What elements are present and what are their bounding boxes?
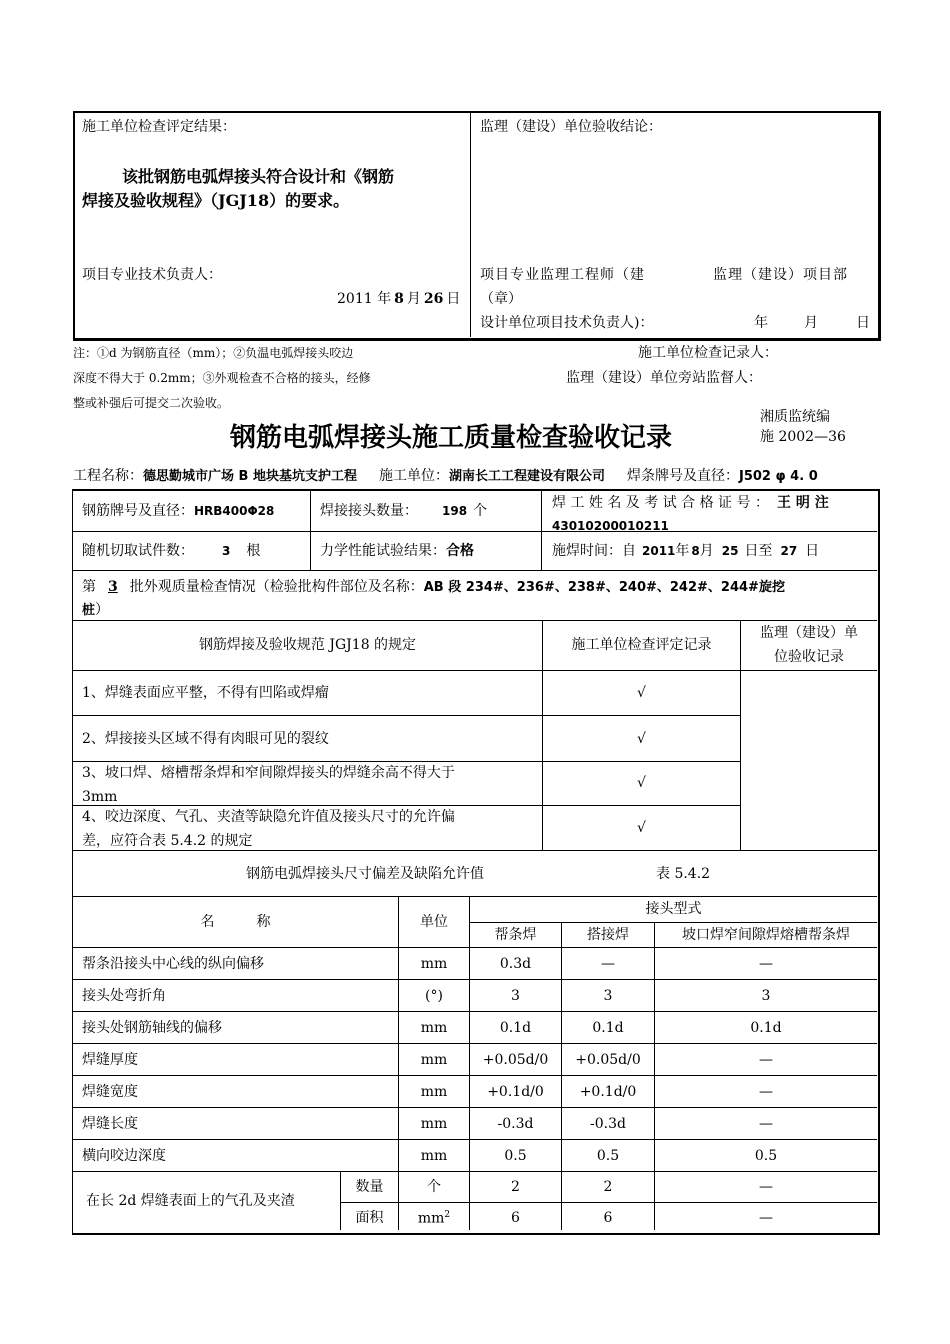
tol-row-6-lap: -0.3d <box>590 1116 626 1132</box>
date-month-unit: 月 <box>406 291 421 307</box>
weld-time-d2: 27 <box>780 544 798 558</box>
batch-text: 批外观质量检查情况（检验批构件部位及名称： <box>129 579 424 595</box>
tol-row-6-groove: — <box>759 1116 773 1132</box>
tol-row-7-groove: 0.5 <box>754 1148 778 1164</box>
tol-row-4-unit: mm <box>420 1052 448 1068</box>
check-item-4: 4、咬边深度、气孔、夹渣等缺隐允许值及接头尺寸的允许偏 <box>82 809 455 825</box>
tolerance-table-no: 表 5.4.2 <box>656 866 711 882</box>
form-code-line-1: 湘质监统编 <box>760 409 830 425</box>
tol-pore-area-lap: 6 <box>603 1210 613 1226</box>
tol-row-3-groove: 0.1d <box>750 1020 782 1036</box>
date-day: 26 <box>423 291 444 307</box>
tolerance-header-lap: 搭接焊 <box>587 927 629 943</box>
supervisor-line-1b: 监理（建设）项目部 <box>713 267 848 283</box>
checks-header-rule: 钢筋焊接及验收规范 JGJ18 的规定 <box>198 637 417 653</box>
tol-pore-area-unit-cell <box>399 1209 469 1229</box>
checks-header-construction: 施工单位检查评定记录 <box>571 637 712 653</box>
signoff-day-unit: 日 <box>856 315 870 331</box>
tol-row-1-groove: — <box>759 956 773 972</box>
signoff-year-unit: 年 <box>754 315 768 331</box>
tol-row-3-unit: mm <box>420 1020 448 1036</box>
sample-count-value: 3 <box>222 544 231 558</box>
check-item-3: 3、坡口焊、熔槽帮条焊和窄间隙焊接头的焊缝余高不得大于 <box>82 765 455 781</box>
tol-row-3-strap: 0.1d <box>499 1020 532 1036</box>
supervision-heading: 监理（建设）单位验收结论： <box>480 119 662 135</box>
tol-pore-count-groove: — <box>759 1179 773 1195</box>
joint-count-value: 198 <box>442 504 468 518</box>
tol-row-1-lap: — <box>601 956 615 972</box>
tol-row-1-unit: mm <box>420 956 448 972</box>
mech-result-value: 合格 <box>446 543 474 559</box>
tol-row-2-strap: 3 <box>511 988 520 1004</box>
project-name-value: 德思勤城市广场 B 地块基坑支护工程 <box>143 469 357 484</box>
tol-row-7-name: 横向咬边深度 <box>82 1148 166 1164</box>
tol-row-2-name: 接头处弯折角 <box>82 988 166 1004</box>
tol-row-6-name: 焊缝长度 <box>82 1116 138 1132</box>
tech-lead-label: 项目专业技术负责人： <box>82 267 222 283</box>
tol-row-4-lap: +0.05d/0 <box>575 1052 641 1068</box>
tolerance-header-name: 名 称 <box>200 914 271 930</box>
note-line-2: 深度不得大于 0.2mm；③外观检查不合格的接头，经修 <box>73 371 371 385</box>
sample-count-label: 随机切取试件数： <box>82 543 194 559</box>
tol-pore-area-strap: 6 <box>511 1210 520 1226</box>
monitor-label: 监理（建设）单位旁站监督人： <box>566 370 762 386</box>
note-line-3: 整或补强后可提交二次验收。 <box>73 396 230 410</box>
signoff-month-unit: 月 <box>804 315 818 331</box>
supervisor-line-1: 项目专业监理工程师（建 <box>480 267 645 283</box>
tolerance-header-unit: 单位 <box>420 914 448 930</box>
unit-value: 湖南长工工程建设有限公司 <box>448 469 605 484</box>
page-title: 钢筋电弧焊接头施工质量检查验收记录 <box>230 423 673 453</box>
tolerance-header-type: 接头型式 <box>645 901 702 917</box>
welder-cert: 43010200010211 <box>552 519 669 530</box>
tol-pore-name: 在长 2d 焊缝表面上的气孔及夹渣 <box>86 1193 295 1209</box>
tol-row-5-name: 焊缝宽度 <box>82 1084 138 1100</box>
tol-row-1-name: 帮条沿接头中心线的纵向偏移 <box>82 956 264 972</box>
tol-pore-area-unit-sup: 2 <box>444 1210 451 1220</box>
joint-count <box>320 502 487 521</box>
welder-info <box>552 494 829 513</box>
check-mark-3: √ <box>637 775 646 791</box>
batch-close: ） <box>95 602 110 618</box>
tolerance-header-strap: 帮条焊 <box>494 927 537 943</box>
weld-time-label: 施焊时间：自 <box>552 543 636 559</box>
tol-row-7-strap: 0.5 <box>504 1148 527 1164</box>
tol-pore-count-unit: 个 <box>427 1179 441 1195</box>
batch-line-2 <box>82 601 109 620</box>
tol-row-5-strap: +0.1d/0 <box>487 1084 544 1100</box>
check-item-2: 2、焊接接头区域不得有肉眼可见的裂纹 <box>82 731 329 747</box>
weld-time-to: 日至 <box>744 543 773 559</box>
welder-cert-clip <box>552 518 852 530</box>
signoff-date <box>337 290 460 309</box>
tol-row-6-strap: -0.3d <box>497 1116 534 1132</box>
signoff-table <box>73 111 881 341</box>
joint-count-unit: 个 <box>473 503 488 519</box>
unit-label: 施工单位： <box>378 468 449 484</box>
steel-grade-label: 钢筋牌号及直径： <box>82 503 194 519</box>
rod-value: J502 φ 4. 0 <box>738 469 818 484</box>
tol-pore-area-groove: — <box>759 1210 773 1226</box>
date-month: 8 <box>394 291 404 307</box>
tol-row-6-unit: mm <box>420 1116 448 1132</box>
batch-parts: AB 段 234#、236#、238#、240#、242#、244#旋挖 <box>423 580 785 595</box>
checks-header-supervision-2: 位验收记录 <box>774 649 844 665</box>
signoff-divider <box>470 112 471 337</box>
tol-row-4-name: 焊缝厚度 <box>82 1052 138 1068</box>
tol-pore-count-label: 数量 <box>355 1179 384 1195</box>
weld-time <box>552 542 819 561</box>
steel-grade-value: HRB400Φ28 <box>194 504 275 518</box>
tol-row-5-groove: — <box>759 1084 773 1100</box>
rod-label: 焊条牌号及直径： <box>626 468 739 484</box>
checks-header-supervision-1: 监理（建设）单 <box>760 625 858 641</box>
date-day-unit: 日 <box>446 291 461 307</box>
batch-line <box>82 578 785 597</box>
batch-parts-2: 桩 <box>82 603 96 618</box>
tol-row-2-unit: (°) <box>425 988 443 1004</box>
tol-row-4-strap: +0.05d/0 <box>482 1052 549 1068</box>
welder-label: 焊 工 姓 名 及 考 试 合 格 证 号 ： <box>552 495 769 511</box>
supervisor-line-3: 设计单位项目技术负责人)： <box>480 315 654 331</box>
weld-time-y: 年 <box>675 543 690 559</box>
project-line <box>73 467 818 486</box>
construction-result-heading: 施工单位检查评定结果： <box>82 119 236 135</box>
welder-name: 王 明 注 <box>776 495 829 511</box>
tol-row-5-lap: +0.1d/0 <box>579 1084 637 1100</box>
tol-row-2-groove: 3 <box>761 988 771 1004</box>
tol-row-3-name: 接头处钢筋轴线的偏移 <box>82 1020 222 1036</box>
supervisor-line-2: （章） <box>480 291 522 307</box>
check-item-3-cont: 3mm <box>82 789 118 804</box>
check-mark-1: √ <box>637 685 646 701</box>
joint-count-label: 焊接接头数量： <box>320 503 418 519</box>
tol-pore-area-unit: mm <box>417 1210 445 1227</box>
weld-time-year: 2011 <box>642 544 676 558</box>
tol-row-7-unit: mm <box>420 1148 448 1164</box>
tol-pore-count-lap: 2 <box>603 1179 613 1195</box>
tol-pore-area-label: 面积 <box>355 1210 384 1226</box>
batch-prefix: 第 <box>82 579 96 595</box>
tol-row-2-lap: 3 <box>603 988 613 1004</box>
weld-time-month: 8 <box>691 544 700 558</box>
form-code-line-2: 施 2002—36 <box>760 429 846 445</box>
conclusion-line-2: 焊接及验收规程》（JGJ18）的要求。 <box>82 191 350 210</box>
check-mark-2: √ <box>637 731 646 747</box>
conclusion-line-1: 该批钢筋电弧焊接头符合设计和《钢筋 <box>122 167 395 186</box>
tolerance-caption: 钢筋电弧焊接头尺寸偏差及缺陷允许值 <box>246 866 484 882</box>
tol-row-1-strap: 0.3d <box>499 956 532 972</box>
check-mark-4: √ <box>637 820 646 836</box>
tol-pore-count-strap: 2 <box>511 1179 520 1195</box>
weld-time-du: 日 <box>805 543 820 559</box>
weld-time-mu: 月 <box>699 543 714 559</box>
steel-grade <box>82 502 274 521</box>
note-line-1: 注：①d 为钢筋直径（mm）；②负温电弧焊接头咬边 <box>73 346 354 360</box>
tolerance-header-groove: 坡口焊窄间隙焊熔槽帮条焊 <box>682 927 850 943</box>
date-year: 2011 年 <box>337 291 392 307</box>
sample-count-unit: 根 <box>246 543 261 559</box>
batch-number: 3 <box>108 579 118 595</box>
tol-row-4-groove: — <box>759 1052 773 1068</box>
tol-row-5-unit: mm <box>420 1084 448 1100</box>
check-item-1: 1、焊缝表面应平整，不得有凹陷或焊瘤 <box>82 685 329 701</box>
sample-count <box>82 542 260 561</box>
recorder-label: 施工单位检查记录人： <box>638 345 778 361</box>
tol-row-3-lap: 0.1d <box>592 1020 624 1036</box>
tol-row-7-lap: 0.5 <box>596 1148 620 1164</box>
weld-time-d1: 25 <box>721 544 739 558</box>
check-item-4-cont: 差，应符合表 5.4.2 的规定 <box>82 833 253 849</box>
mech-result-label: 力学性能试验结果： <box>320 543 446 559</box>
project-name-label: 工程名称： <box>73 468 143 484</box>
mech-result <box>320 542 474 561</box>
